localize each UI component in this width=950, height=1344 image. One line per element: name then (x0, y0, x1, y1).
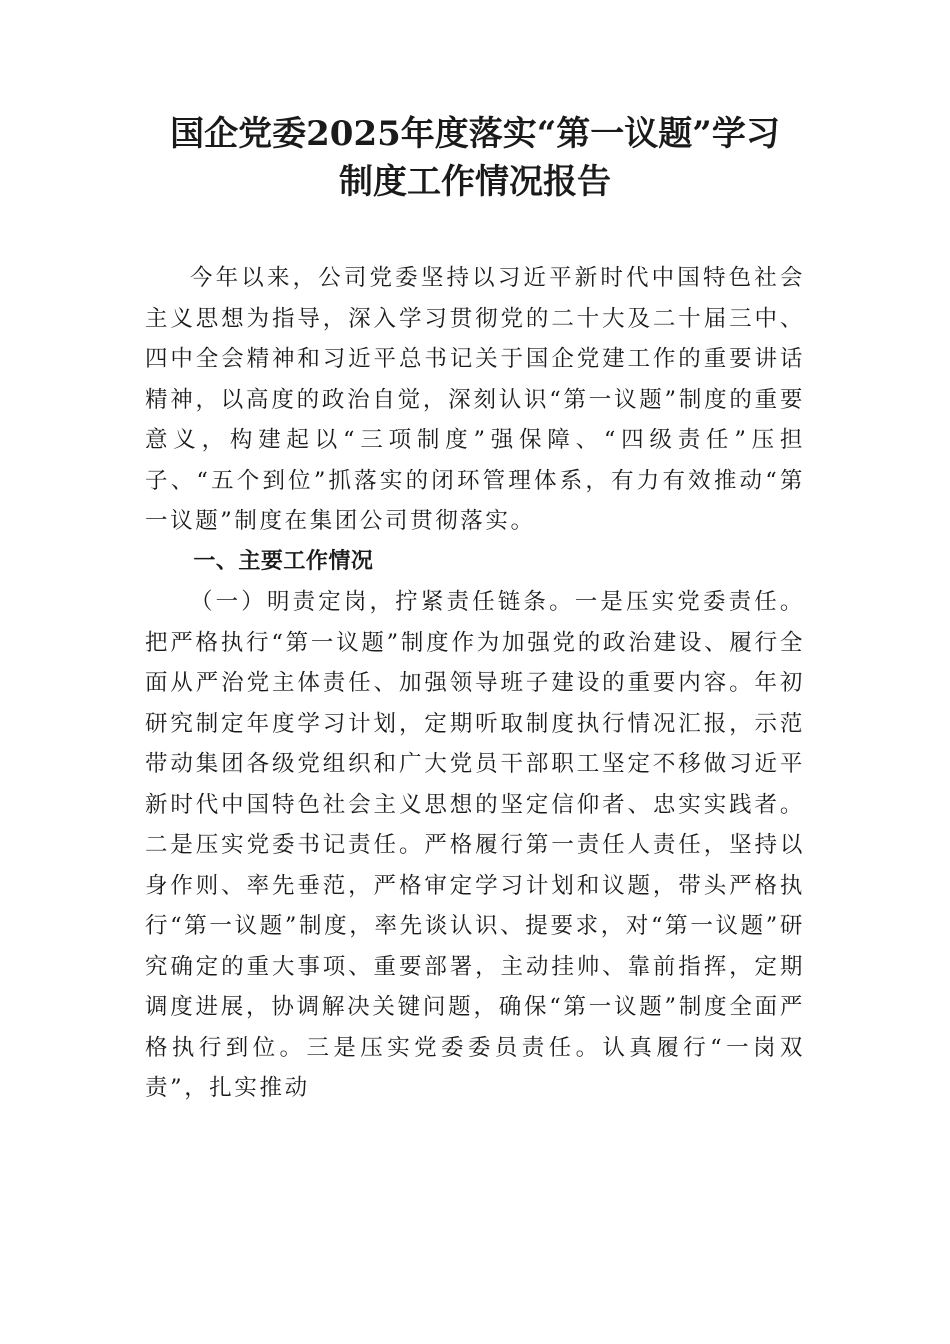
document-page (145, 110, 805, 1109)
title-line-2: 制度工作情况报告 (339, 162, 611, 202)
section-heading: 一、主要工作情况 (193, 548, 374, 574)
document-title (145, 110, 805, 206)
body-paragraph: （一）明责定岗，拧紧责任链条。一是压实党委责任。把严格执行“第一议题”制度作为加强党的政治建设、履行全面从严治党主体责任、加强领导班子建设的重要内容。年初研究制定年度学习计划，定期听取制度执行情况汇报，示范带动集团各级党组织和广大党员干部职工坚定不移做习近平新时代中国特色社会主义思想的坚定信仰者、忠实实践者。二是压实党委书记责任。严格履行第一责任人责任，坚持以身作则、率先垂范，严格审定学习计划和议题，带头严格执行“第一议题”制度，率先谈认识、提要求，对“第一议题”研究确定的重大事项、重要部署，主动挂帅、靠前指挥，定期调度进展，协调解决关键问题，确保“第一议题”制度全面严格执行到位。三是压实党委委员责任。认真履行“一岗双责”，扎实推动 (145, 589, 805, 1101)
intro-paragraph: 今年以来，公司党委坚持以习近平新时代中国特色社会主义思想为指导，深入学习贯彻党的二十大及二十届三中、四中全会精神和习近平总书记关于国企党建工作的重要讲话精神，以高度的政治自觉，深刻认识“第一议题”制度的重要意义，构建起以“三项制度”强保障、“四级责任”压担子、“五个到位”抓落实的闭环管理体系，有力有效推动“第一议题”制度在集团公司贯彻落实。 (145, 265, 805, 534)
document-body (145, 258, 805, 1109)
title-line-1: 国企党委2025年度落实“第一议题”学习 (170, 114, 780, 154)
